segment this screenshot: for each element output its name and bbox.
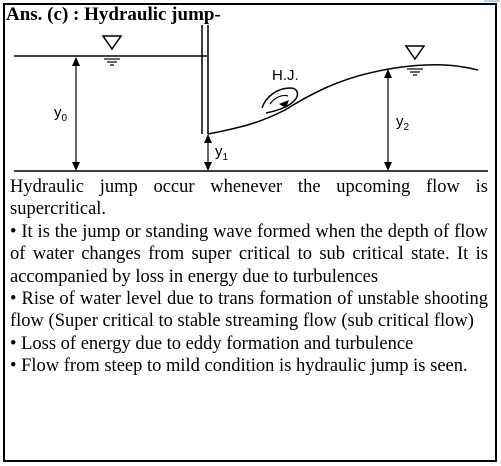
upstream-water-level-icon xyxy=(103,36,121,65)
y0-label: $y_0$ xyxy=(54,104,68,124)
hydraulic-jump-diagram xyxy=(0,0,501,180)
y1-label: $y_1$ xyxy=(215,143,229,163)
answer-body xyxy=(10,176,488,378)
bullet-energy-loss: • Loss of energy due to eddy formation and turbulence xyxy=(10,333,414,354)
bullet-steep-to-mild: • Flow from steep to mild condition is hydraulic jump is seen. xyxy=(10,356,468,377)
water-surface-profile xyxy=(208,65,478,134)
y2-label: $y_2$ xyxy=(396,113,410,133)
intro-paragraph: Hydraulic jump occur whenever the upcoming flow is supercritical. xyxy=(10,177,488,220)
y1-dimension-arrow xyxy=(204,134,212,171)
bullet-rise-water-level: • Rise of water level due to trans formation of unstable shooting flow (Super critical to stable streaming flow (sub critical flow) xyxy=(10,289,488,332)
sluice-gate xyxy=(202,25,208,134)
hydraulic-jump-label: H.J. xyxy=(272,67,299,84)
y2-dimension-arrow xyxy=(384,69,392,171)
bullet-standing-wave: • It is the jump or standing wave formed when the depth of flow of water changes from super critical to sub critical state. It is accompanied by loss in energy due to turbulences xyxy=(10,221,488,287)
answer-heading: Ans. (c) : Hydraulic jump- xyxy=(6,4,221,25)
eddy-roller-icon xyxy=(262,88,297,113)
downstream-water-level-icon xyxy=(406,46,424,75)
y0-dimension-arrow xyxy=(72,57,80,171)
